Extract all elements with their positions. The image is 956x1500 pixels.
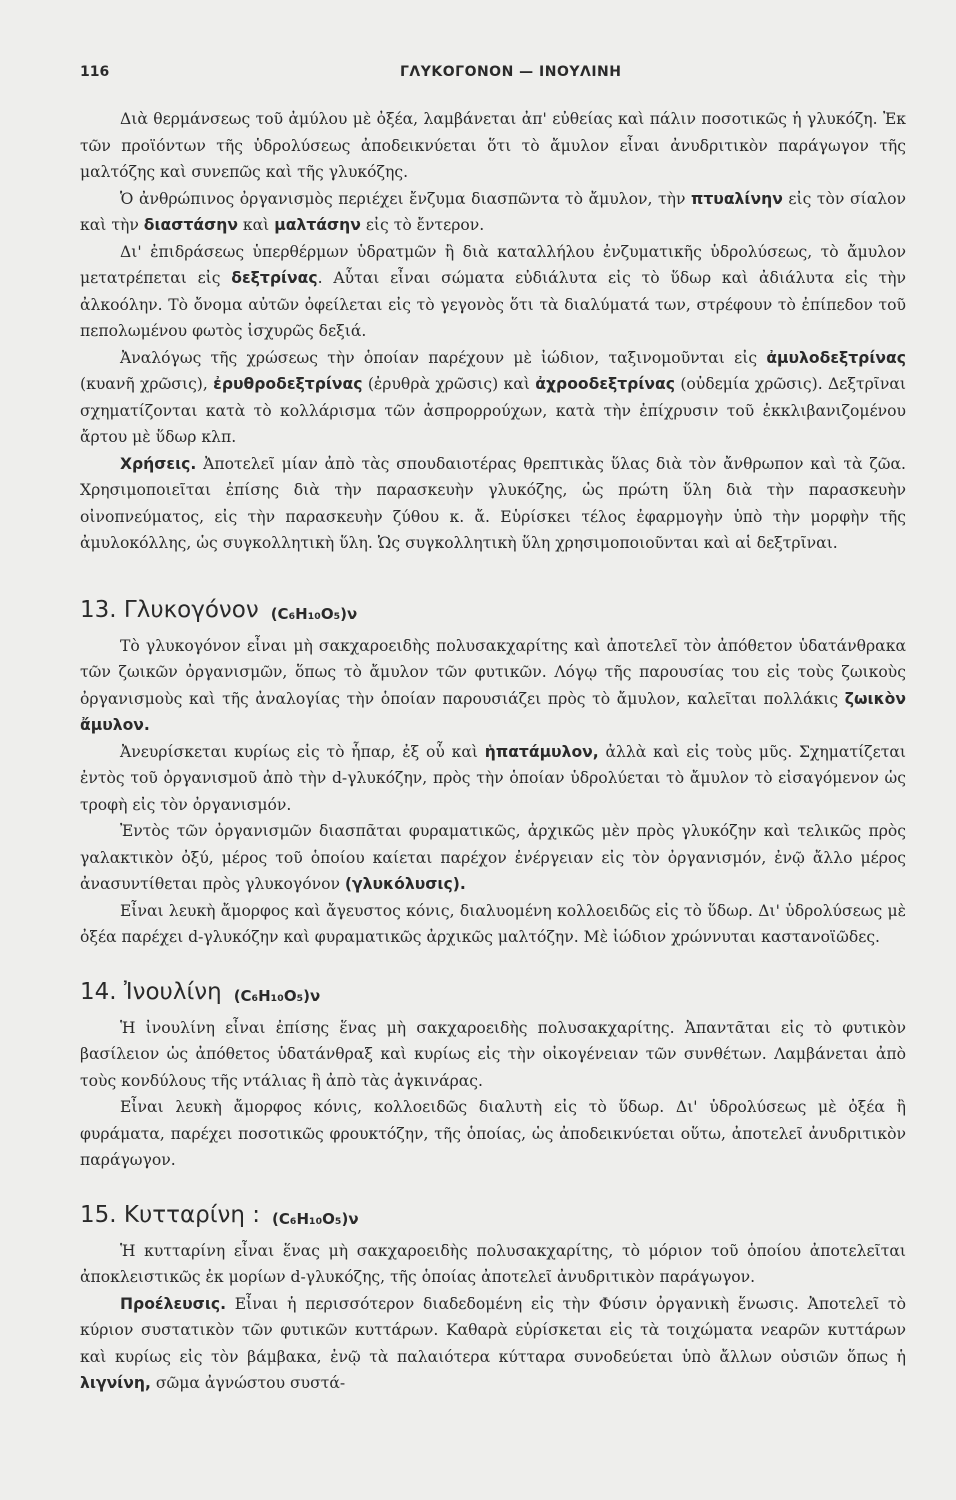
paragraph-text: Τὸ γλυκογόνον εἶναι μὴ σακχαροειδὴς πολυσακχαρίτης καὶ ἀποτελεῖ τὸν ἀπόθετον ὑδατάνθρακα τῶν ζωικῶν ὀργανισμῶν, ὅπως τὸ ἄμυλον τῶν φυτικῶν. Λόγῳ τῆς παρουσίας του εἰς τοὺς ζωικοὺς ὀργανισμοὺς καὶ τῆς ἀναλογίας τὴν ὁποίαν παρουσιάζει πρὸς τὸ ἄμυλον, καλεῖται πολλάκις (80, 636, 906, 708)
paragraph-text: σῶμα ἀγνώστου συστά- (150, 1374, 346, 1392)
term-bold: ἀμυλοδεξτρίνας (766, 348, 906, 367)
paragraph-text: καὶ (237, 216, 275, 234)
origin-label: Προέλευσις. (120, 1294, 227, 1313)
paragraph-text: Ἀναλόγως τῆς χρώσεως τὴν ὁποίαν παρέχουν μὲ ἰώδιον, ταξινομοῦνται εἰς (120, 348, 767, 367)
paragraph (80, 106, 906, 186)
term-bold: δεξτρίνας (231, 269, 318, 287)
paragraph (80, 739, 906, 819)
chemical-formula: (C₆H₁₀O₅)ν (270, 604, 358, 623)
paragraph (80, 239, 906, 345)
uses-label: Χρήσεις. (120, 454, 197, 473)
paragraph-text: Ὁ ἀνθρώπινος ὀργανισμὸς περιέχει ἔνζυμα διασπῶντα τὸ ἄμυλον, τὴν (120, 189, 691, 208)
paragraph (80, 1015, 906, 1095)
paragraph-text: Ἀνευρίσκεται κυρίως εἰς τὸ ἧπαρ, ἐξ οὗ καὶ (120, 742, 485, 761)
paragraph-text: Εἶναι ἡ περισσότερον διαδεδομένη εἰς τὴν Φύσιν ὀργανικὴ ἕνωσις. Ἀποτελεῖ τὸ κύριον συστατικὸν τῶν φυτικῶν κυττάρων. Καθαρὰ εὑρίσκεται εἰς τὰ τοιχώματα νεαρῶν κυττάρων καὶ κυρίως εἰς τὸν βάμβακα, ἐνῷ τὰ παλαιότερα κύτταρα συνοδεύεται ὑπὸ ἄλλων οὐσιῶν ὅπως ἡ (80, 1294, 906, 1366)
term-bold: λιγνίνη, (80, 1374, 151, 1392)
paragraph (80, 818, 906, 898)
term-bold: πτυαλίνην (691, 189, 783, 208)
term-bold: ἀχροοδεξτρίνας (535, 375, 676, 393)
paragraph (80, 898, 906, 951)
section-heading-inulin (80, 951, 906, 1015)
paragraph-text: (ἐρυθρὰ χρῶσις) καὶ (362, 375, 536, 393)
term-bold: ἡπατάμυλον, (484, 742, 599, 761)
paragraph-text: Εἶναι λευκὴ ἄμορφος κόνις, κολλοειδῶς διαλυτὴ εἰς τὸ ὕδωρ. Δι' ὑδρολύσεως μὲ ὀξέα ἢ φυράματα, παρέχει ποσοτικῶς φρουκτόζην, τῆς ὁποίας, ὡς ἀποδεικνύεται οὕτω, ἀποτελεῖ ἀνυδριτικὸν παράγωγον. (80, 1098, 906, 1169)
page-number: 116 (80, 64, 110, 80)
term-bold: ἐρυθροδεξτρίνας (213, 375, 363, 393)
term-bold: διαστάσην (143, 216, 238, 234)
paragraph (80, 345, 906, 451)
paragraph-text: Διὰ θερμάνσεως τοῦ ἀμύλου μὲ ὀξέα, λαμβάνεται ἀπ' εὐθείας καὶ πάλιν ποσοτικῶς ἡ γλυκόζη. Ἐκ τῶν προϊόντων τῆς ὑδρολύσεως ἀποδεικνύεται ὅτι τὸ ἄμυλον εἶναι ἀνυδριτικὸν παράγωγον τῆς μαλτόζης καὶ συνεπῶς καὶ τῆς γλυκόζης. (80, 110, 906, 181)
paragraph-text: Ἡ ἰνουλίνη εἶναι ἐπίσης ἕνας μὴ σακχαροειδὴς πολυσακχαρίτης. Ἀπαντᾶται εἰς τὸ φυτικὸν βασίλειον ὡς ἀπόθετος ὑδατάνθραξ καὶ κυρίως εἰς τὴν οἰκογένειαν τῶν συνθέτων. Λαμβάνεται ἀπὸ τοὺς κονδύλους τῆς ντάλιας ἢ ἀπὸ τὰς ἀγκινάρας. (80, 1018, 906, 1090)
section-heading-cellulose (80, 1174, 906, 1238)
paragraph-text: Ἀποτελεῖ μίαν ἀπὸ τὰς σπουδαιοτέρας θρεπτικὰς ὕλας διὰ τὸν ἄνθρωπον καὶ τὰ ζῶα. Χρησιμοποιεῖται ἐπίσης διὰ τὴν παρασκευὴν γλυκόζης, ὡς πρώτη ὕλη διὰ τὴν παρασκευὴν οἰνοπνεύματος, εἰς τὴν παρασκευὴν ζύθου κ. ἄ. Εὑρίσκει τέλος ἐφαρμογὴν ὑπὸ τὴν μορφὴν τῆς ἀμυλοκόλλης, ὡς συγκολλητικὴ ὕλη. Ὡς συγκολλητικὴ ὕλη χρησιμοποιοῦνται καὶ αἱ δεξτρῖναι. (80, 454, 906, 552)
paragraph (80, 1094, 906, 1174)
chemical-formula: (C₆H₁₀O₅)ν (233, 986, 321, 1005)
paragraph-text: ἀλλὰ καὶ εἰς τοὺς μῦς. Σχηματίζεται ἐντὸς τοῦ ὀργανισμοῦ ἀπὸ τὴν d-γλυκόζην, πρὸς τὴν ὁποίαν ὑδρολύεται τὸ ἄμυλον τὸ εἰσαγόμενον ὡς τροφὴ εἰς τὸν ὀργανισμόν. (80, 742, 906, 814)
paragraph (80, 451, 906, 557)
paragraph-text: Εἶναι λευκὴ ἄμορφος καὶ ἄγευστος κόνις, διαλυομένη κολλοειδῶς εἰς τὸ ὕδωρ. Δι' ὑδρολύσεως μὲ ὀξέα παρέχει d-γλυκόζην καὶ φυραματικῶς ἀρχικῶς μαλτόζην. Μὲ ἰώδιον χρώννυται καστανοϊῶδες. (80, 901, 906, 946)
running-head (80, 64, 906, 94)
paragraph-text: (κυανῆ χρῶσις), (80, 375, 214, 393)
running-title: ΓΛΥΚΟΓΟΝΟΝ — ΙΝΟΥΛΙΝΗ (400, 64, 622, 80)
chemical-formula: (C₆H₁₀O₅)ν (272, 1209, 359, 1228)
paragraph-text: εἰς τὸ ἔντερον. (360, 216, 485, 234)
term-bold: μαλτάσην (274, 216, 361, 234)
paragraph-text: Ἐντὸς τῶν ὀργανισμῶν διασπᾶται φυραματικῶς, ἀρχικῶς μὲν πρὸς γλυκόζην καὶ τελικῶς πρὸς γαλακτικὸν ὀξύ, μέρος τοῦ ὁποίου καίεται παρέχον ἐνέργειαν εἰς τὸν ὀργανισμόν, ἐνῷ ἄλλο μέρος ἀνασυντίθεται πρὸς γλυκογόνον (80, 822, 906, 893)
term-bold: (γλυκόλυσις). (344, 875, 466, 893)
paragraph (80, 1238, 906, 1291)
section-title: 13. Γλυκογόνον (80, 596, 259, 623)
paragraph-text: εἰς τὸν σίαλον καὶ τὴν (80, 189, 906, 234)
section-title: 15. Κυτταρίνη : (80, 1201, 261, 1228)
paragraph (80, 633, 906, 739)
paragraph (80, 186, 906, 239)
paragraph (80, 1291, 906, 1397)
section-title: 14. Ἰνουλίνη (80, 978, 222, 1005)
paragraph-text: Δι' ἐπιδράσεως ὑπερθέρμων ὑδρατμῶν ἢ διὰ καταλλήλου ἐνζυματικῆς ὑδρολύσεως, τὸ ἄμυλον μετατρέπεται εἰς (80, 242, 906, 287)
paragraph-text: (οὐδεμία χρῶσις). Δεξτρῖναι σχηματίζονται κατὰ τὸ κολλάρισμα τῶν ἀσπρορρούχων, κατὰ τὴν ἐπίχρυσιν τοῦ ἐκκλιβανιζομένου ἄρτου μὲ ὕδωρ κλπ. (80, 375, 906, 446)
section-heading-glycogen (80, 557, 906, 633)
paragraph-text: . Αὗται εἶναι σώματα εὐδιάλυτα εἰς τὸ ὕδωρ καὶ ἀδιάλυτα εἰς τὴν ἀλκοόλην. Τὸ ὄνομα αὐτῶν ὀφείλεται εἰς τὸ γεγονὸς ὅτι τὰ διαλύματά των, στρέφουν τὸ ἐπίπεδον τοῦ πεπολωμένου φωτὸς ἰσχυρῶς δεξιά. (80, 269, 906, 340)
term-bold: ζωικὸν ἄμυλον. (80, 689, 906, 734)
paragraph-text: Ἡ κυτταρίνη εἶναι ἕνας μὴ σακχαροειδὴς πολυσακχαρίτης, τὸ μόριον τοῦ ὁποίου ἀποτελεῖται ἀποκλειστικῶς ἐκ μορίων d-γλυκόζης, τῆς ὁποίας ἀποτελεῖ ἀνυδριτικὸν παράγωγον. (80, 1241, 906, 1286)
